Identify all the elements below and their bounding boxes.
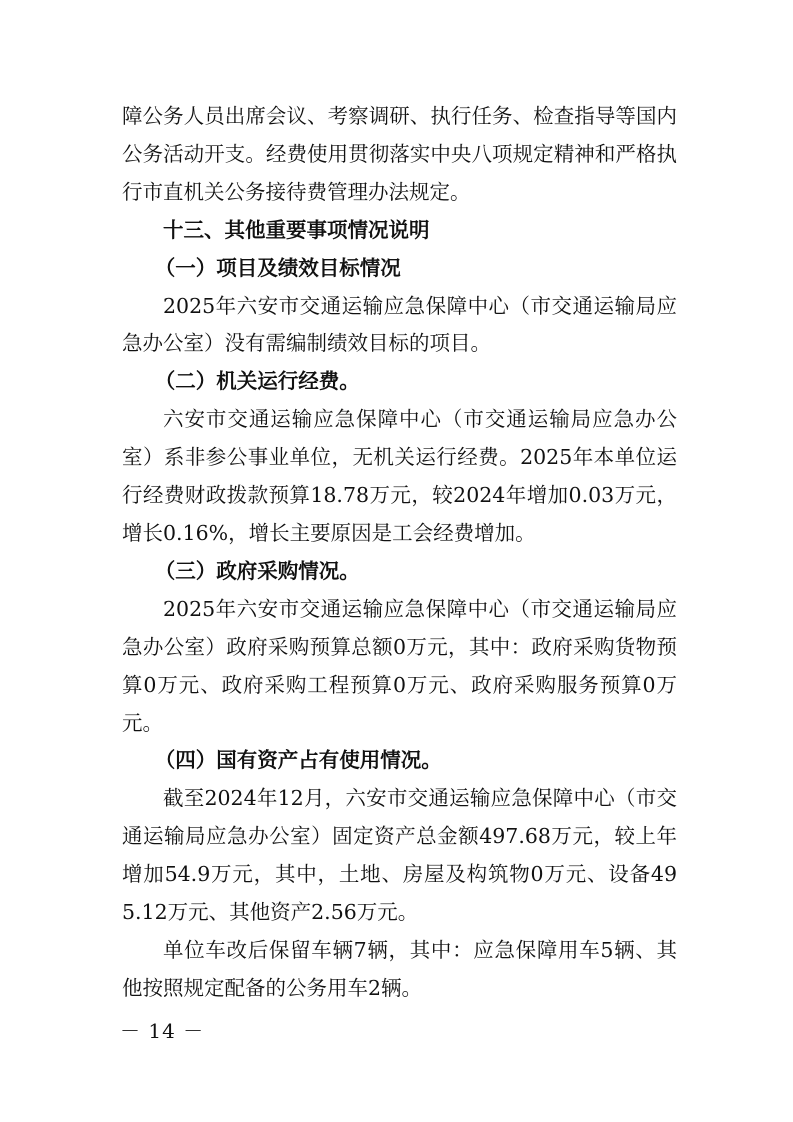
paragraph-state-assets: 截至2024年12月，六安市交通运输应急保障中心（市交通运输局应急办公室）固定资产总金额497.68万元，较上年增加54.9万元，其中，土地、房屋及构筑物0万元、设备495.12万元、其他资产2.56万元。 xyxy=(122,786,677,925)
paragraph-operating-expenses: 六安市交通运输应急保障中心（市交通运输局应急办公室）系非参公事业单位，无机关运行经费。2025年本单位运行经费财政拨款预算18.78万元，较2024年增加0.03万元，增长0.16%，增长主要原因是工会经费增加。 xyxy=(122,407,677,545)
paragraph-vehicles: 单位车改后保留车辆7辆，其中：应急保障用车5辆、其他按照规定配备的公务用车2辆。 xyxy=(122,937,677,1000)
subsection-heading-4: （四）国有资产占有使用情况。 xyxy=(154,748,442,773)
section-heading: 十三、其他重要事项情况说明 xyxy=(163,217,430,242)
paragraph-continuation: 障公务人员出席会议、考察调研、执行任务、检查指导等国内公务活动开支。经费使用贯彻落实中央八项规定精神和严格执行市直机关公务接待费管理办法规定。 xyxy=(122,104,677,204)
paragraph-performance-goals: 2025年六安市交通运输应急保障中心（市交通运输局应急办公室）没有需编制绩效目标的项目。 xyxy=(122,293,677,356)
document-body xyxy=(122,98,677,1008)
paragraph-government-procurement: 2025年六安市交通运输应急保障中心（市交通运输局应急办公室）政府采购预算总额0万元，其中：政府采购货物预算0万元、政府采购工程预算0万元、政府采购服务预算0万元。 xyxy=(122,596,677,735)
subsection-heading-3: （三）政府采购情况。 xyxy=(154,558,360,583)
page-number: － 14 － xyxy=(120,1019,205,1043)
subsection-heading-2: （二）机关运行经费。 xyxy=(154,369,360,394)
subsection-heading-1: （一）项目及绩效目标情况 xyxy=(154,255,401,280)
